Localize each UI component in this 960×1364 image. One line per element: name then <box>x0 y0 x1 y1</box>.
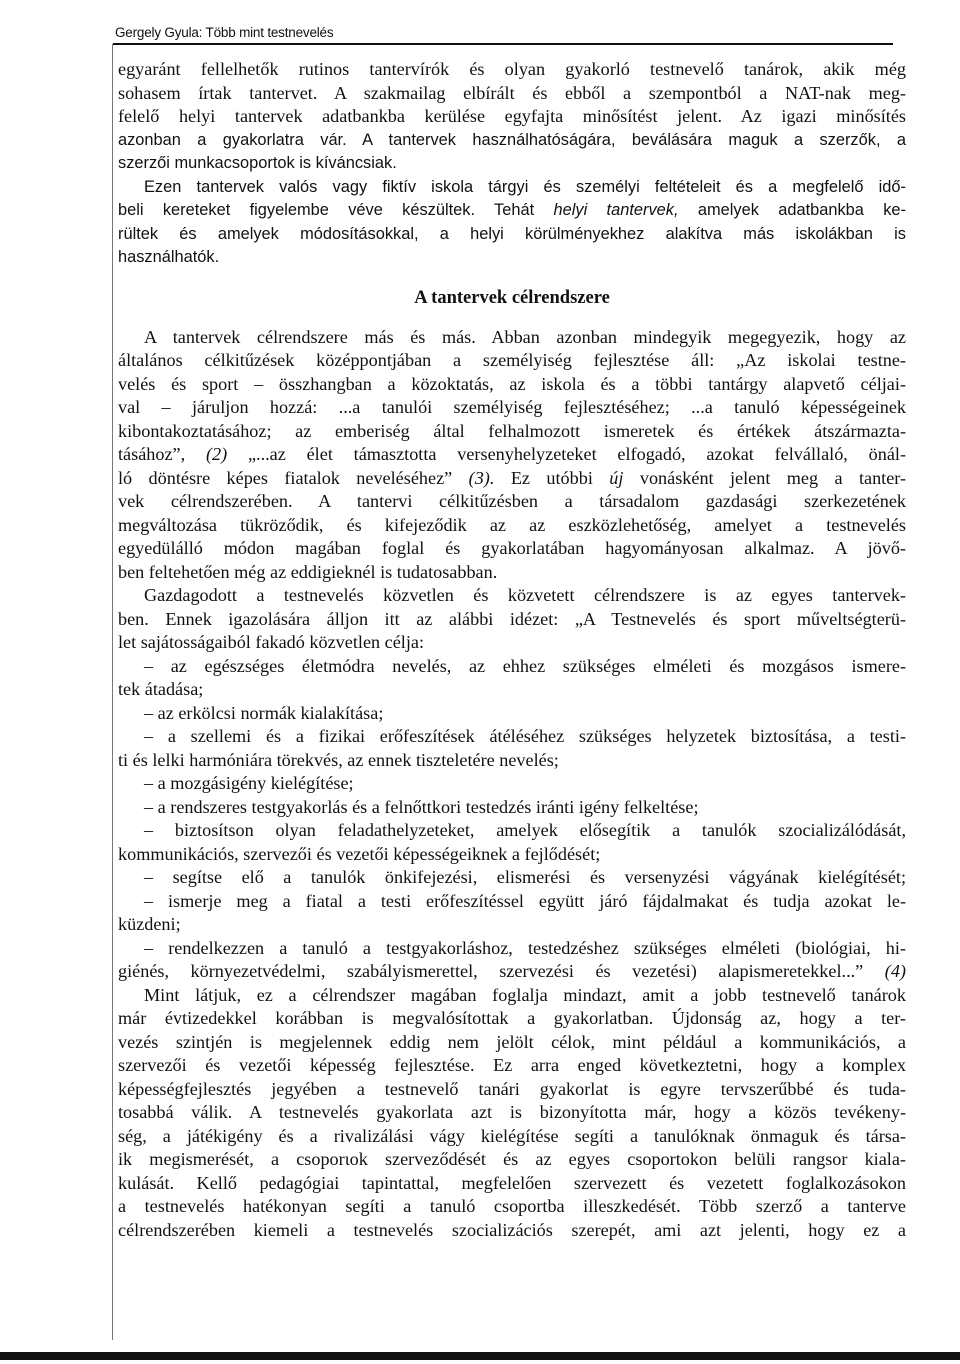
text-line: kommunikációs, szervezői és vezetői képességeiknek a fejlődését; <box>118 843 601 864</box>
text-line <box>118 199 906 223</box>
emphasis-uj: új <box>609 467 624 488</box>
text-line: A tantervek célrendszere más és más. Abban azonban mindegyik megegyezik, hogy az <box>144 326 906 347</box>
reference-marker: (4) <box>884 961 906 981</box>
text-line: egyedülálló módon magában foglal és gyakorlatában hagyományosan alkalmaz. A jövő- <box>118 538 906 558</box>
running-header: Gergely Gyula: Több mint testnevelés <box>115 25 334 40</box>
text-span: giénés, környezetvédelmi, szabályismerettel, szervezési és vezetési) alapismeretekkel...” <box>118 961 864 981</box>
text-line: szervezői és vezetői képesség fejlesztése. Ez arra enged következtetni, hogy a komplex <box>118 1055 906 1075</box>
text-line: kulását. Kellő pedagógiai tapintattal, megfelelően szervezett és vezetett foglalkozásokon <box>118 1172 906 1193</box>
list-item: – biztosítson olyan feladathelyzeteket, amelyek elősegítik a tanulók szocializálódását, <box>144 820 906 840</box>
text-line: Ezen tantervek valós vagy fiktív iskola tárgyi és személyi feltételeit és a megfelelő idő- <box>144 177 906 196</box>
margin-rule <box>112 44 113 1340</box>
text-line: val – járuljon hozzá: ...a tanulói személyiség fejlesztéséhez; ...a tanuló képességeinek <box>118 397 906 417</box>
text-line: megváltozása tükröződik, és kifejeződik az az eszközlehetőség, amelyet a testnevelés <box>118 514 906 535</box>
reference-marker: (2) <box>205 444 228 464</box>
text-line: egyaránt fellelhetők rutinos tantervírók és olyan gyakorló testnevelő tanárok, akik még <box>118 59 906 79</box>
text-line: vezés szintjén is megjelennek eddig nem jelölt célok, mint például a kommunikációs, a <box>118 1031 906 1052</box>
text-line: szerzői munkacsoportok is kíváncsiak. <box>118 154 397 172</box>
text-line <box>118 467 906 491</box>
text-line: általános célkitűzések középpontjában a személyiség fejlesztése áll: „Az iskolai testne- <box>118 350 906 370</box>
list-item: – segítse elő a tanulók önkifejezési, elismerési és versenyzési vágyának kielégítését; <box>144 867 906 887</box>
text-line: azonban a gyakorlatra vár. A tantervek használhatóságára, beválására maguk a szerzők, a <box>118 130 906 149</box>
bottom-scan-bar <box>0 1352 960 1360</box>
text-span: vonásként jelent meg a tanter- <box>639 467 906 488</box>
paragraph-intro <box>118 58 906 176</box>
text-line: ben feltehetően még az eddigieknél is tudatosabban. <box>118 561 498 582</box>
reference-marker: (3). <box>468 467 495 488</box>
text-span: „...az élet támasztotta versenyhelyzeteket elfogadó, azokat felvállaló, önál- <box>247 444 906 464</box>
emphasis-helyi-tantervek: helyi tantervek, <box>553 201 679 219</box>
text-line: használhatók. <box>118 248 220 266</box>
list-item: – az erkölcsi normák kialakítása; <box>144 702 384 723</box>
text-line: ik megismerését, a csoporιok szerveződését és az egyes csoportokon belüli rangsor kiala- <box>118 1149 906 1169</box>
list-item: – az egészséges életmódra nevelés, az ehhez szükséges elméleti és mozgásos ismere- <box>144 655 906 676</box>
text-line: tek átadása; <box>118 679 204 699</box>
text-span: ló döntésre képes fiatalok neveléséhez” <box>118 467 453 488</box>
text-line: célrendszerében kiemeli a testnevelés szocializációs szerepét, ami azt jelenti, hogy ez a <box>118 1219 906 1240</box>
list-item: – a rendszeres testgyakorlás és a felnőttkori testedzés iránti igény felkeltése; <box>144 796 699 817</box>
text-line: tosabbá válik. A testnevelés gyakorlata azt is bizonyította már, hogy a közös tevékeny- <box>118 1102 906 1122</box>
text-span: tásához”, <box>118 444 186 464</box>
text-line: küzdeni; <box>118 914 181 934</box>
text-line <box>118 960 906 984</box>
list-item: – rendelkezzen a tanuló a testgyakorláshoz, testedzéshez szükséges elméleti (biológiai, hi- <box>144 937 906 958</box>
text-span: beli kereteket figyelembe véve készültek. Tehát <box>118 201 535 219</box>
text-line: ben. Ennek igazolására álljon itt az alábbi idézet: „A Testnevelés és sport műveltségterü- <box>118 608 906 629</box>
text-line: ség, a játékigény és a rivalizálási vágy kielégítése segíti a tanulóknak önmaguk és társa- <box>118 1125 906 1146</box>
text-line: velés és sport – összhangban a közoktatás, az iskola és a többi tantárgy alapvető céljai- <box>118 373 906 394</box>
list-item: – a szellemi és a fizikai erőfeszítések átéléséhez szükséges helyzetek biztosítása, a testi- <box>144 726 906 746</box>
list-item: – ismerje meg a fiatal a testi erőfeszítéssel együtt járó fájdalmakat és tudja azokat le- <box>144 890 906 911</box>
text-line: a testnevelés hatékonyan segíti a tanuló csoportba illeszkedését. Több szerző a tanterve <box>118 1196 906 1216</box>
page-content <box>118 58 906 1242</box>
section-heading: A tantervek célrendszere <box>414 287 610 308</box>
text-line: Mint látjuk, ez a célrendszer magában foglalja mindazt, amit a jobb testnevelő tanárok <box>144 984 906 1005</box>
text-line: kibontakoztatásához; az emberiség által felhalmozott ismeretek és értékek átszármazta- <box>118 420 906 441</box>
text-line <box>118 443 906 467</box>
text-line: ti és lelki harmóniára törekvés, az ennek tiszteletére nevelés; <box>118 749 559 770</box>
text-span: amelyek adatbankba ke- <box>697 201 906 219</box>
text-span: Ez utóbbi <box>510 467 593 488</box>
text-line: Gazdagodott a testnevelés közvetlen és közvetett célrendszere is az egyes tantervek- <box>144 585 906 605</box>
text-line: felelő helyi tantervek adatbankba kerülése egyfajta minősítést jelent. Az igazi minősítés <box>118 106 906 126</box>
body-text <box>118 326 906 1243</box>
text-line: képességfejlesztés jegyében a testnevelő tanári gyakorlat is egyre tervszerűbbé és tuda- <box>118 1078 906 1099</box>
text-line: sohasem írtak tantervet. A szakmailag elbírált és ebből a szempontból a NAT-nak meg- <box>118 82 906 103</box>
text-line: let sajátosságaiból fakadó közvetlen célja: <box>118 632 425 652</box>
header-rule <box>113 43 893 45</box>
text-line: vek célrendszerében. A tantervi célkitűzésben a társadalom gazdasági szerkezetének <box>118 491 906 511</box>
paragraph-tantervek <box>118 176 906 270</box>
text-line: már évtizedekkel korábban is megvalósítottak a gyakorlatban. Újdonság az, hogy a ter- <box>118 1008 906 1028</box>
list-item: – a mozgásigény kielégítése; <box>144 773 354 793</box>
text-line: rültek és amelyek módosításokkal, a helyi körülményekhez alakítva más iskolákban is <box>118 224 906 243</box>
